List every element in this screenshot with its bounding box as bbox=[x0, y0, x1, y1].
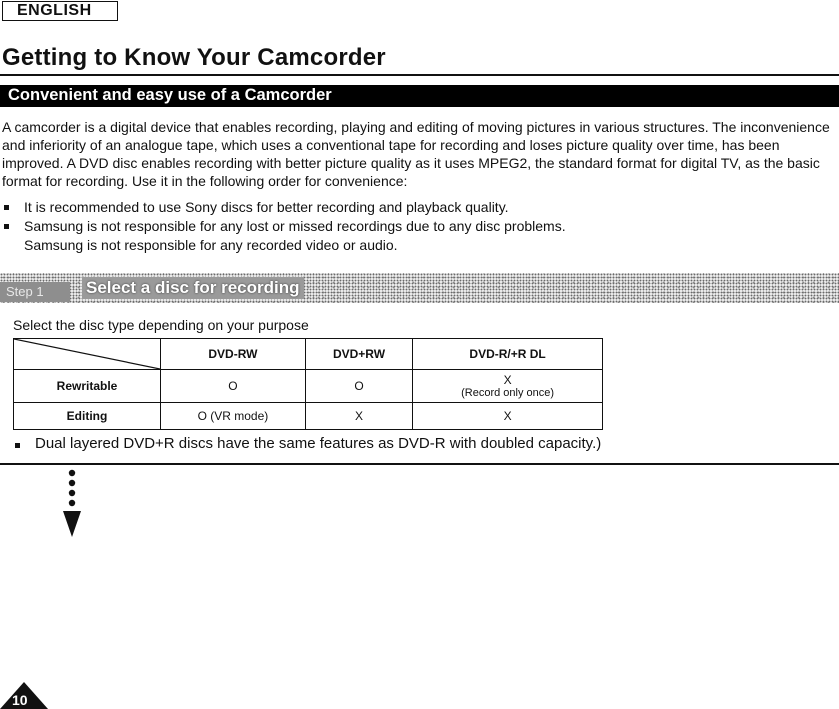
cell-note: (Record only once) bbox=[461, 387, 555, 399]
row-header: Editing bbox=[14, 403, 161, 430]
table-row bbox=[14, 403, 603, 430]
language-tab: ENGLISH bbox=[2, 1, 118, 21]
table-cell bbox=[413, 370, 603, 403]
list-item-text: Samsung is not responsible for any lost or missed recordings due to any disc problems. bbox=[24, 218, 566, 234]
title-divider bbox=[0, 74, 839, 76]
section-title: Convenient and easy use of a Camcorder bbox=[8, 86, 332, 104]
table-row bbox=[14, 370, 603, 403]
column-header: DVD-R/+R DL bbox=[413, 339, 603, 370]
step-label: Step 1 bbox=[0, 282, 70, 302]
list-item: It is recommended to use Sony discs for better recording and playback quality. bbox=[2, 198, 566, 217]
capacity-note: Dual layered DVD+R discs have the same features as DVD-R with doubled capacity.) bbox=[13, 435, 601, 452]
table-corner-cell bbox=[14, 339, 161, 370]
column-header: DVD+RW bbox=[305, 339, 412, 370]
list-item-text: Samsung is not responsible for any recorded video or audio. bbox=[24, 237, 398, 253]
table-cell: O bbox=[305, 370, 412, 403]
page-number-badge bbox=[0, 682, 48, 709]
table-cell: X bbox=[413, 403, 603, 430]
row-header: Rewritable bbox=[14, 370, 161, 403]
step-header-bar bbox=[0, 273, 839, 303]
page-title: Getting to Know Your Camcorder bbox=[2, 44, 386, 71]
diagonal-line bbox=[14, 339, 160, 369]
table-cell: O (VR mode) bbox=[161, 403, 306, 430]
step-title: Select a disc for recording bbox=[82, 277, 304, 299]
bottom-divider bbox=[0, 463, 839, 465]
column-header: DVD-RW bbox=[161, 339, 306, 370]
continue-arrow-icon bbox=[58, 466, 86, 540]
intro-paragraph: A camcorder is a digital device that enables recording, playing and editing of moving pictures in various structures. The inconvenience and inferiority of an analogue tape, which uses a conventional tape for recording and loses picture quality over time, has been improved. A DVD disc enables recording with better picture quality as it uses MPEG2, the standard format for digital TV, as the basic format for recording. Use it in the following order for convenience: bbox=[2, 119, 830, 189]
page-number: 10 bbox=[12, 692, 28, 708]
cell-value: X bbox=[503, 373, 512, 387]
disc-type-table bbox=[13, 338, 603, 430]
table-caption: Select the disc type depending on your purpose bbox=[13, 317, 309, 333]
table-cell: O bbox=[161, 370, 306, 403]
recommendation-list bbox=[2, 198, 566, 255]
table-cell: X bbox=[305, 403, 412, 430]
section-header-bar bbox=[0, 85, 839, 107]
list-item bbox=[2, 217, 566, 255]
table-header-row bbox=[14, 339, 603, 370]
